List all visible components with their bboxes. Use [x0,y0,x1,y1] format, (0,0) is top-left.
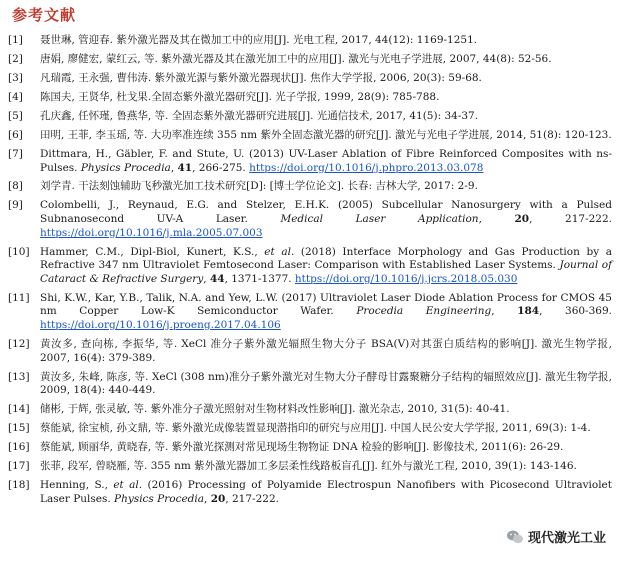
reference-segment: , [170,161,178,174]
reference-number: [10] [8,245,30,258]
reference-journal: Medical Laser Application [280,213,479,226]
reference-journal: et al. [113,479,143,492]
reference-volume: 44 [209,272,225,285]
reference-item [8,72,612,86]
reference-number: [3] [8,71,23,84]
reference-journal: Procedia Engineering [356,305,492,318]
reference-text [40,199,612,240]
reference-segment: 田明, 王菲, 李玉瑶, 等. 大功率准连续 355 nm 紫外全固态激光器的研究[J]. 激光与光电子学进展, 2014, 51(8): 120-123. [40,128,612,141]
reference-text [40,371,612,398]
reference-segment: Henning, S., [40,479,114,492]
reference-segment: , [491,305,518,318]
reference-list [8,34,612,512]
reference-journal: Journal of Cataract & Refractive Surgery [40,259,612,285]
reference-volume: 20 [514,213,530,226]
reference-text [40,129,612,143]
reference-number: [5] [8,109,23,122]
reference-item [8,441,612,455]
reference-journal: Physics Procedia [114,492,204,505]
wechat-icon [506,529,524,545]
reference-item [8,34,612,48]
reference-item [8,422,612,436]
reference-text [40,479,612,506]
reference-item [8,199,612,240]
reference-text [40,53,612,67]
reference-segment: 孔庆鑫, 任怀瑾, 鲁燕华, 等. 全固态紫外激光器研究进展[J]. 光通信技术, 2017, 41(5): 34-37. [40,109,479,122]
reference-segment: 黄汝多, 查向栋, 李振华, 等. XeCl 准分子紫外激光辐照生物大分子 BSA(V)对其蛋白质结构的影响[J]. 激光生物学报, 2007, 16(4): 379-389. [40,337,612,364]
reference-segment: 凡瑞霞, 王永强, 曹伟涛. 紫外激光源与紫外激光器现状[J]. 焦作大学学报, 2006, 20(3): 59-68. [40,71,482,84]
reference-number: [4] [8,90,23,103]
doi-link[interactable]: https://doi.org/10.1016/j.mla.2005.07.003 [40,226,263,239]
doi-link[interactable]: https://doi.org/10.1016/j.jcrs.2018.05.030 [294,272,518,285]
reference-number: [8] [8,180,23,193]
reference-text [40,246,612,287]
references-heading: 参考文献 [12,6,77,24]
reference-segment: , 1371-1377. [224,272,295,285]
reference-item [8,246,612,287]
reference-segment: 储彬, 于辉, 张灵敏, 等. 紫外准分子激光照射对生物材料改性影响[J]. 激光杂志, 2010, 31(5): 40-41. [40,403,510,416]
reference-number: [7] [8,147,23,160]
reference-journal: et al. [264,245,295,258]
reference-number: [13] [8,370,30,383]
reference-item [8,180,612,194]
reference-item [8,460,612,474]
reference-volume: 20 [210,492,226,505]
reference-number: [16] [8,441,30,454]
reference-item [8,148,612,175]
reference-text [40,422,612,436]
reference-number: [14] [8,403,30,416]
reference-text [40,148,612,175]
reference-text [40,91,612,105]
watermark-text: 现代激光工业 [527,531,606,546]
reference-segment: , 217-222. [225,492,279,505]
reference-segment: , 266-275. [192,161,250,174]
reference-segment: 聂世琳, 管迎春. 紫外激光器及其在微加工中的应用[J]. 光电工程, 2017, 44(12): 1169-1251. [40,34,478,46]
reference-segment: Hammer, C.M., Dipl-Biol, Kunert, K.S., [40,245,265,258]
reference-text [40,72,612,86]
reference-segment: 蔡能斌, 徐宝桢, 孙文鼎, 等. 紫外激光成像装置显现潜指印的研究与应用[J]. 中国人民公安大学学报, 2011, 69(3): 1-4. [40,422,591,435]
reference-segment: , [204,492,211,505]
reference-segment: Colombelli, J., Reynaud, E.G. and Stelzer, E.H.K. (2005) Subcellular Nanosurgery with a Pulsed Subnanosecond UV-A Laser. [40,199,612,226]
reference-segment: (2018) Interface Morphology and Gas Production by a Refractive 347 nm Ultraviolet Femtosecond Laser: Comparison with Established Laser Systems. [40,245,612,272]
reference-text [40,403,612,417]
reference-journal: Physics Procedia [80,161,171,174]
reference-number: [2] [8,52,23,65]
reference-volume: 41 [177,161,193,174]
reference-volume: 184 [517,305,540,318]
doi-link[interactable]: https://doi.org/10.1016/j.phpro.2013.03.078 [249,161,484,174]
doi-link[interactable]: https://doi.org/10.1016/j.proeng.2017.04.106 [40,319,281,331]
reference-segment: , 360-369. [539,305,612,318]
reference-text [40,34,612,48]
reference-segment: 陈国夫, 王贤华, 杜戈果.全固态紫外激光器研究[J]. 光子学报, 1999, 28(9): 785-788. [40,90,440,103]
reference-item [8,371,612,398]
reference-item [8,53,612,67]
reference-number: [9] [8,199,23,212]
reference-item [8,403,612,417]
reference-segment: Shi, K.W., Kar, Y.B., Talik, N.A. and Yew, L.W. (2017) Ultraviolet Laser Diode Ablation Process for CMOS 45 nm Copper Low-K Semiconductor Wafer. [40,291,612,318]
reference-segment: , [203,272,210,285]
reference-text [40,441,612,455]
reference-item [8,110,612,124]
reference-text [40,338,612,365]
reference-text [40,110,612,124]
reference-segment: (2016) Processing of Polyamide Electrospun Nanofibers with Picosecond Ultraviolet Laser Pulses. [40,479,612,505]
reference-number: [15] [8,422,30,435]
reference-number: [18] [8,479,30,492]
reference-number: [1] [8,34,23,46]
reference-text [40,180,612,194]
reference-item [8,292,612,333]
reference-number: [11] [8,291,30,304]
wechat-watermark [503,526,609,547]
reference-segment: 刘学青. 干法刻蚀辅助飞秒激光加工技术研究[D]: [博士学位论文]. 长春: 吉林大学, 2017: 2-9. [40,180,478,193]
reference-segment: 黄汝多, 朱峰, 陈彦, 等. XeCl (308 nm)准分子紫外激光对生物大分子酵母甘露聚糖分子结构的辐照效应[J]. 激光生物学报, 2009, 18(4): 440-449. [40,370,612,397]
reference-text [40,460,612,474]
reference-number: [12] [8,337,30,350]
reference-item [8,479,612,506]
reference-segment: 蔡能斌, 顾丽华, 黄晓春, 等. 紫外激光探测对常见现场生物物证 DNA 检验的影响[J]. 影像技术, 2011(6): 26-29. [40,441,564,454]
reference-item [8,91,612,105]
reference-text [40,292,612,333]
reference-segment: Dittmara, H., Gäbler, F. and Stute, U. (2013) UV-Laser Ablation of Fibre Reinforced Composites with ns-Pulses. [40,147,612,174]
reference-segment: 张菲, 段军, 曾晓雁, 等. 355 nm 紫外激光器加工多层柔性线路板盲孔[J]. 红外与激光工程, 2010, 39(1): 143-146. [40,460,577,473]
reference-segment: 唐娟, 廖健宏, 蒙红云, 等. 紫外激光器及其在激光加工中的应用[J]. 激光与光电子学进展, 2007, 44(8): 52-56. [40,52,552,65]
reference-segment: , 217-222. [529,213,612,226]
reference-number: [17] [8,460,30,473]
reference-item [8,129,612,143]
reference-item [8,338,612,365]
reference-number: [6] [8,128,23,141]
reference-segment: , [478,213,515,226]
